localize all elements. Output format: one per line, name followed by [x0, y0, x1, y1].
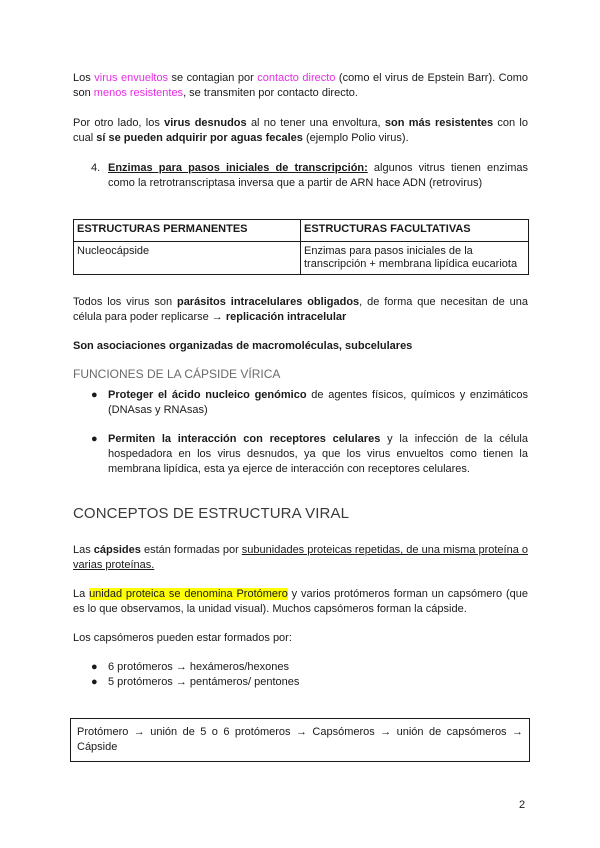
menos-resistentes-term: menos resistentes: [93, 87, 184, 99]
paragraph-asociaciones: Son asociaciones organizadas de macromoléculas, subcelulares: [73, 340, 413, 352]
heading-funciones-capside: FUNCIONES DE LA CÁPSIDE VÍRICA: [73, 367, 281, 381]
highlighted-text: unidad proteica se denomina Protómero: [89, 588, 288, 600]
table-row: [74, 242, 529, 275]
table-header-row: [74, 220, 529, 242]
heading-conceptos-estructura: CONCEPTOS DE ESTRUCTURA VIRAL: [73, 505, 350, 522]
table-header-cell: ESTRUCTURAS PERMANENTES: [74, 220, 301, 242]
bullet-icon: ●: [91, 676, 98, 688]
paragraph-capsides: Las cápsides están formadas por subunidades proteicas repetidas, de una misma proteína o varias proteínas.: [73, 544, 528, 571]
list-item: ● Permiten la interacción con receptores celulares y la infección de la célula hospedadora en los virus desnudos, ya que los virus envueltos como tienen la membrana lipídica, esta ya ejerce de interacción con receptores celulares.: [91, 433, 528, 475]
list-item: ● Proteger el ácido nucleico genómico de agentes físicos, químicos y enzimáticos (DNAsas y RNAsas): [91, 389, 528, 416]
item-title: Enzimas para pasos iniciales de transcripción:: [108, 162, 368, 174]
paragraph-capsomeros: Los capsómeros pueden estar formados por:: [73, 632, 292, 644]
paragraph-protomero: La unidad proteica se denomina Protómero y varios protómeros forman un capsómero (que es lo que observamos, la unidad visual). Muchos capsómeros forman la cápside.: [73, 588, 528, 615]
summary-box: Protómero → unión de 5 o 6 protómeros → Capsómeros → unión de capsómeros → Cápside: [70, 718, 530, 762]
paragraph-virus-desnudos: Por otro lado, los virus desnudos al no tener una envoltura, son más resistentes con lo cual sí se pueden adquirir por aguas fecales (ejemplo Polio virus).: [73, 117, 528, 144]
paragraph-parasitos: Todos los virus son parásitos intracelulares obligados, de forma que necesitan de una célula para poder replicarse → replicación intracelular: [73, 296, 528, 323]
bullet-icon: ●: [91, 661, 98, 673]
virus-envueltos-term: virus envueltos: [94, 72, 169, 84]
bullet-icon: ●: [91, 433, 98, 445]
list-item: ● 5 protómeros → pentámeros/ pentones: [91, 676, 300, 688]
table-cell: Enzimas para pasos iniciales de la transcripción + membrana lipídica eucariota: [301, 242, 529, 275]
table-cell: Nucleocápside: [74, 242, 301, 275]
paragraph-virus-envueltos: Los virus envueltos se contagian por contacto directo (como el virus de Epstein Barr). Como son menos resistentes, se transmiten por contacto directo.: [73, 72, 529, 99]
bullet-icon: ●: [91, 389, 98, 401]
page-number: 2: [519, 799, 526, 811]
table-header-cell: ESTRUCTURAS FACULTATIVAS: [301, 220, 529, 242]
structures-table: [73, 219, 529, 275]
item-number: 4.: [91, 162, 101, 174]
contacto-directo-term: contacto directo: [257, 72, 336, 84]
list-item: ● 6 protómeros → hexámeros/hexones: [91, 661, 289, 673]
numbered-item-4: 4. Enzimas para pasos iniciales de transcripción: algunos vitrus tienen enzimas como la retrotranscriptasa inversa que a partir de ARN hace ADN (retrovirus): [91, 162, 528, 189]
